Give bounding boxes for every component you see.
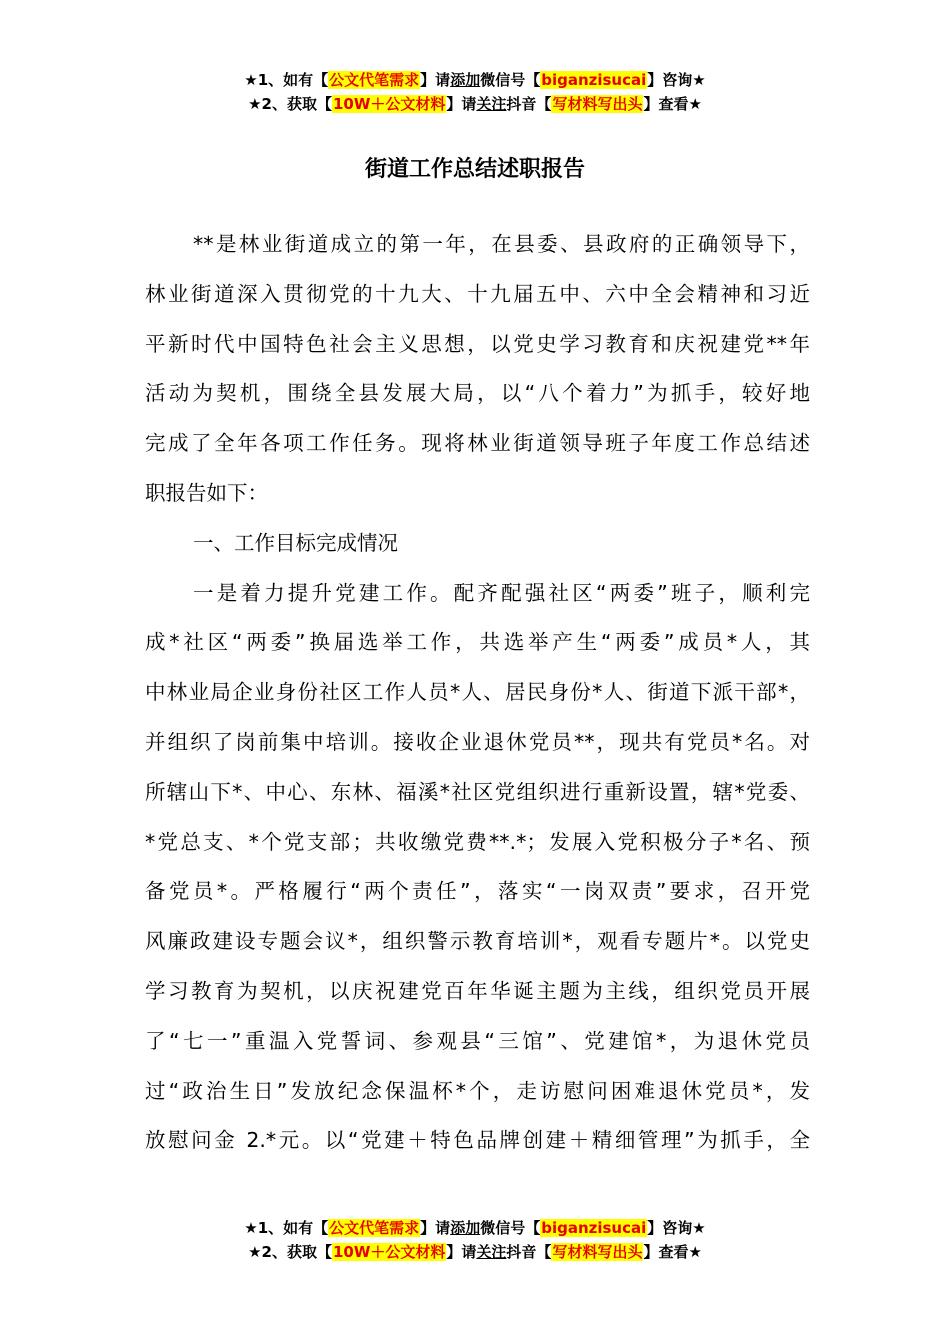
banner-line-1 bbox=[0, 68, 950, 92]
banner-underline: 添加 bbox=[450, 71, 481, 89]
banner-highlight: 10W＋公文材料 bbox=[332, 1243, 446, 1261]
footer-banner bbox=[0, 1216, 950, 1264]
banner-text: ★1、如有【 bbox=[244, 71, 329, 89]
body-line: 风廉政建设专题会议*，组织警示教育培训*，观看专题片*。以党史 bbox=[145, 929, 810, 954]
banner-highlight: 公文代笔需求 bbox=[329, 1219, 420, 1237]
banner-line-1 bbox=[0, 1216, 950, 1240]
banner-text: ★2、获取【 bbox=[248, 1243, 332, 1261]
banner-underline: 关注 bbox=[476, 1243, 507, 1261]
body-line: 职报告如下： bbox=[145, 480, 268, 505]
banner-text: 抖音【 bbox=[506, 95, 552, 113]
header-banner bbox=[0, 68, 950, 116]
banner-text: 微信号【 bbox=[480, 71, 541, 89]
body-line: 完成了全年各项工作任务。现将林业街道领导班子年度工作总结述 bbox=[145, 431, 810, 456]
banner-highlight: 写材料写出头 bbox=[552, 1243, 643, 1261]
body-line: 活动为契机，围绕全县发展大局，以“八个着力”为抓手，较好地 bbox=[145, 381, 810, 406]
banner-underline: 添加 bbox=[450, 1219, 481, 1237]
banner-highlight: 公文代笔需求 bbox=[329, 71, 420, 89]
body-line: 林业街道深入贯彻党的十九大、十九届五中、六中全会精神和习近 bbox=[145, 281, 810, 306]
body-line: 成*社区“两委”换届选举工作，共选举产生“两委”成员*人，其 bbox=[145, 630, 810, 655]
banner-text: 抖音【 bbox=[506, 1243, 552, 1261]
banner-line-2 bbox=[0, 92, 950, 116]
banner-text: 】查看★ bbox=[643, 1243, 702, 1261]
banner-text: ★2、获取【 bbox=[248, 95, 332, 113]
body-line: 放慰问金 2.*元。以“党建＋特色品牌创建＋精细管理”为抓手，全 bbox=[145, 1128, 810, 1153]
banner-text: 】请 bbox=[446, 1243, 477, 1261]
section-heading: 一、工作目标完成情况 bbox=[193, 530, 398, 555]
body-line: 备党员*。严格履行“两个责任”，落实“一岗双责”要求，召开党 bbox=[145, 879, 810, 904]
banner-line-2 bbox=[0, 1240, 950, 1264]
banner-text: 微信号【 bbox=[480, 1219, 541, 1237]
banner-text: ★1、如有【 bbox=[244, 1219, 329, 1237]
body-line: 平新时代中国特色社会主义思想，以党史学习教育和庆祝建党**年 bbox=[145, 331, 810, 356]
banner-text: 】查看★ bbox=[643, 95, 702, 113]
banner-text: 】咨询★ bbox=[647, 1219, 706, 1237]
body-line: 中林业局企业身份社区工作人员*人、居民身份*人、街道下派干部*， bbox=[145, 680, 810, 705]
body-line: 学习教育为契机，以庆祝建党百年华诞主题为主线，组织党员开展 bbox=[145, 978, 810, 1003]
banner-text: 】请 bbox=[420, 71, 451, 89]
banner-highlight: biganzisucai bbox=[541, 1219, 647, 1237]
banner-highlight: 10W＋公文材料 bbox=[332, 95, 446, 113]
body-line: 一是着力提升党建工作。配齐配强社区“两委”班子，顺利完 bbox=[193, 580, 810, 605]
document-body bbox=[145, 220, 810, 1166]
banner-text: 】请 bbox=[420, 1219, 451, 1237]
banner-highlight: biganzisucai bbox=[541, 71, 647, 89]
body-line: 过“政治生日”发放纪念保温杯*个，走访慰问困难退休党员*，发 bbox=[145, 1078, 810, 1103]
banner-text: 】咨询★ bbox=[647, 71, 706, 89]
banner-underline: 关注 bbox=[476, 95, 507, 113]
body-line: **是林业街道成立的第一年，在县委、县政府的正确领导下， bbox=[193, 232, 810, 256]
body-line: 并组织了岗前集中培训。接收企业退休党员**，现共有党员*名。对 bbox=[145, 729, 810, 754]
document-title: 街道工作总结述职报告 bbox=[364, 157, 585, 182]
body-line: *党总支、*个党支部；共收缴党费**.*；发展入党积极分子*名、预 bbox=[145, 829, 810, 854]
body-line: 所辖山下*、中心、东林、福溪*社区党组织进行重新设置，辖*党委、 bbox=[145, 779, 810, 804]
body-line: 了“七一”重温入党誓词、参观县“三馆”、党建馆*，为退休党员 bbox=[145, 1028, 810, 1053]
banner-text: 】请 bbox=[446, 95, 477, 113]
banner-highlight: 写材料写出头 bbox=[552, 95, 643, 113]
